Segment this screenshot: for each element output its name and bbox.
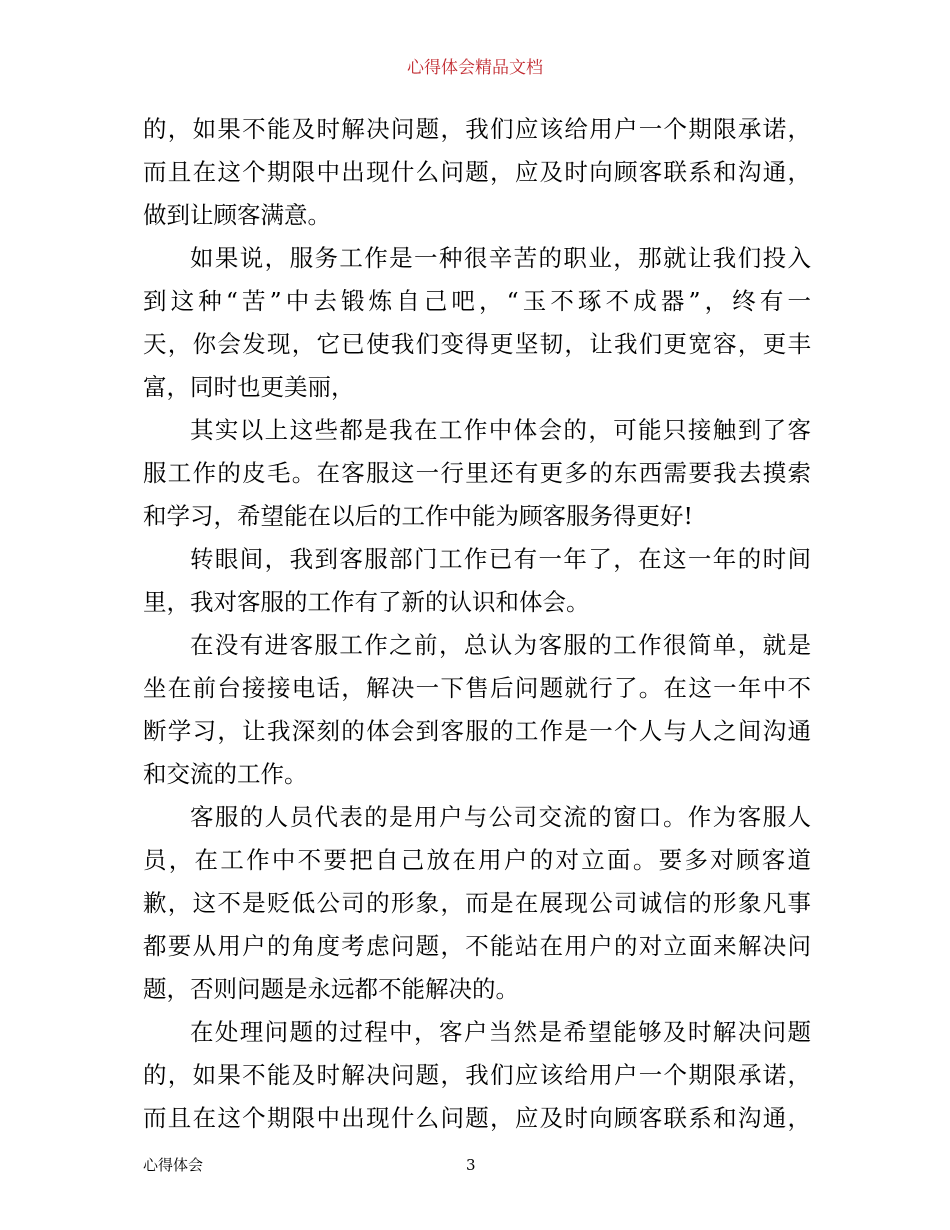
text-line: 和交流的工作。 xyxy=(143,760,308,788)
text-line: 到这种“苦”中去锻炼自己吧，“玉不琢不成器”，终有一 xyxy=(143,287,811,315)
document-body xyxy=(143,108,811,1140)
footer-label: 心得体会 xyxy=(143,1156,204,1174)
text-line: 而且在这个期限中出现什么问题，应及时向顾客联系和沟通， xyxy=(143,1104,811,1132)
text-line: 做到让顾客满意。 xyxy=(143,201,331,229)
page-number: 3 xyxy=(466,1156,476,1174)
text-line: 断学习，让我深刻的体会到客服的工作是一个人与人之间沟通 xyxy=(143,717,811,745)
text-line: 的，如果不能及时解决问题，我们应该给用户一个期限承诺， xyxy=(143,115,811,143)
text-line: 富，同时也更美丽， xyxy=(143,373,355,401)
text-line: 歉，这不是贬低公司的形象，而是在展现公司诚信的形象凡事 xyxy=(143,889,811,917)
text-line: 在处理问题的过程中，客户当然是希望能够及时解决问题 xyxy=(190,1018,811,1046)
text-line: 而且在这个期限中出现什么问题，应及时向顾客联系和沟通， xyxy=(143,158,811,186)
text-line: 客服的人员代表的是用户与公司交流的窗口。作为客服人 xyxy=(190,803,811,831)
text-line: 服工作的皮毛。在客服这一行里还有更多的东西需要我去摸索 xyxy=(143,459,811,487)
text-line: 在没有进客服工作之前，总认为客服的工作很简单，就是 xyxy=(190,631,811,659)
text-line: 的，如果不能及时解决问题，我们应该给用户一个期限承诺， xyxy=(143,1061,811,1089)
page-header-title: 心得体会精品文档 xyxy=(407,58,543,78)
text-line: 坐在前台接接电话，解决一下售后问题就行了。在这一年中不 xyxy=(143,674,811,702)
text-line: 题，否则问题是永远都不能解决的。 xyxy=(143,975,519,1003)
text-line: 转眼间，我到客服部门工作已有一年了，在这一年的时间 xyxy=(190,545,811,573)
text-line: 其实以上这些都是我在工作中体会的，可能只接触到了客 xyxy=(190,416,811,444)
text-line: 里，我对客服的工作有了新的认识和体会。 xyxy=(143,588,590,616)
text-line: 天，你会发现，它已使我们变得更坚韧，让我们更宽容，更丰 xyxy=(143,330,811,358)
text-line: 如果说，服务工作是一种很辛苦的职业，那就让我们投入 xyxy=(190,244,811,272)
text-line: 和学习，希望能在以后的工作中能为顾客服务得更好! xyxy=(143,502,693,530)
text-line: 员，在工作中不要把自己放在用户的对立面。要多对顾客道 xyxy=(143,846,811,874)
text-line: 都要从用户的角度考虑问题，不能站在用户的对立面来解决问 xyxy=(143,932,811,960)
